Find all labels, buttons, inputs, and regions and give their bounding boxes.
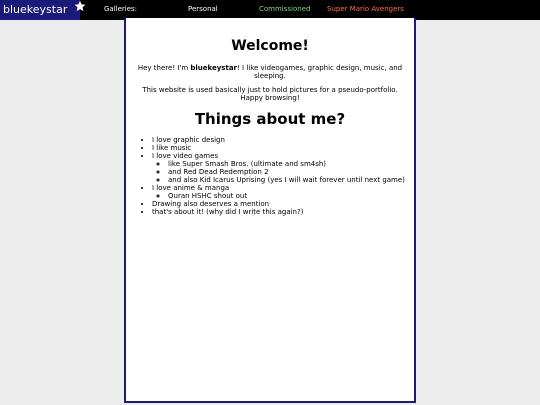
list-item-text: I love graphic design xyxy=(152,136,225,144)
intro-suffix: ! I like videogames, graphic design, music, and sleeping. xyxy=(237,64,403,80)
sub-list-item: ◦ like Super Smash Bros. (ultimate and sm4sh) xyxy=(168,160,422,168)
list-item xyxy=(152,200,422,208)
list-item-text: I love anime & manga xyxy=(152,184,230,192)
top-nav-bar xyxy=(0,0,540,20)
sub-list-item: ◦ and also Kid Icarus Uprising (yes I will wait forever until next game) xyxy=(168,176,422,184)
list-item xyxy=(152,136,422,144)
brand-logo[interactable] xyxy=(0,0,80,20)
sub-list-item: ◦ and Red Dead Redemption 2 xyxy=(168,168,422,176)
nav-link-personal[interactable]: Personal xyxy=(188,5,218,13)
brand-name: bluekeystar xyxy=(3,3,68,16)
main-content-panel xyxy=(124,18,416,403)
list-item-text: that's about it! (why did I write this again?) xyxy=(152,208,304,216)
intro-prefix: Hey there! I'm xyxy=(137,64,191,72)
galleries-label: Galleries: xyxy=(104,5,138,13)
list-item xyxy=(152,184,422,200)
list-item-text: Drawing also deserves a mention xyxy=(152,200,270,208)
list-item xyxy=(152,152,422,184)
star-icon xyxy=(74,0,86,19)
list-item-text: I like music xyxy=(152,144,192,152)
sub-list xyxy=(152,160,422,184)
welcome-heading: Welcome! xyxy=(231,38,309,54)
intro-text xyxy=(136,64,404,108)
intro-paragraph xyxy=(136,64,404,80)
sub-list xyxy=(152,192,422,200)
nav-link-super-mario-avengers[interactable]: Super Mario Avengers xyxy=(327,5,404,13)
intro-second-paragraph: This website is used basically just to hold pictures for a pseudo-portfolio. Happy browsing! xyxy=(142,86,398,102)
things-list xyxy=(136,136,422,216)
list-item xyxy=(152,208,422,216)
things-heading: Things about me? xyxy=(194,110,346,128)
list-item xyxy=(152,144,422,152)
nav-link-commissioned[interactable]: Commissioned xyxy=(259,5,311,13)
intro-name: bluekeystar xyxy=(190,64,237,72)
sub-list-item: ◦ Ouran HSHC shout out xyxy=(168,192,422,200)
list-item-text: I love video games xyxy=(152,152,219,160)
